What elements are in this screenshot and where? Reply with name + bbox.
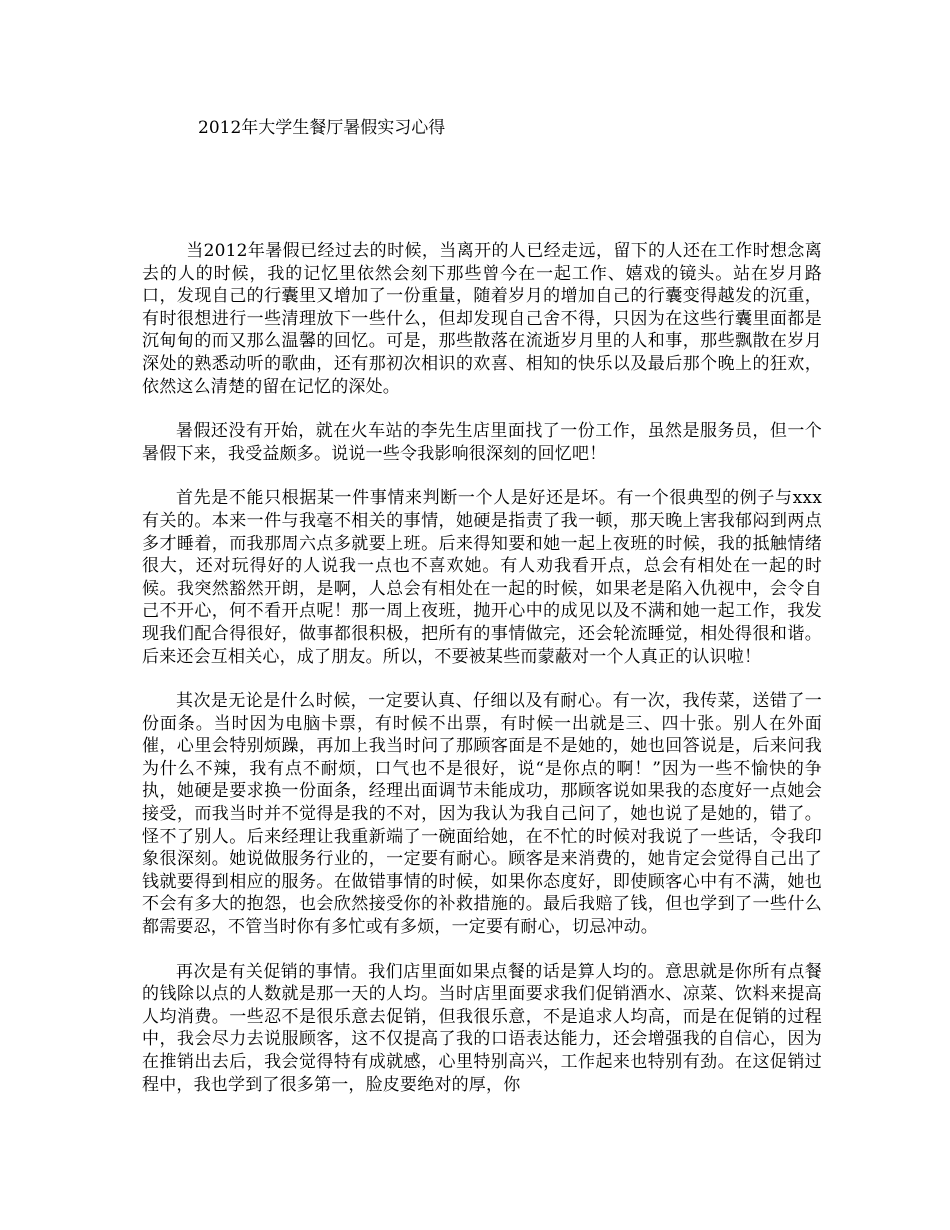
paragraph-4: 其次是无论是什么时候，一定要认真、仔细以及有耐心。有一次，我传菜，送错了一份面条。当时因为电脑卡票，有时候不出票，有时候一出就是三、四十张。别人在外面催，心里会特别烦躁，再加上我当时问了那顾客面是不是她的，她也回答说是，后来问我为什么不辣，我有点不耐烦，口气也不是很好，说“是你点的啊！”因为一些不愉快的争执，她硬是要求换一份面条，经理出面调节未能成功，那顾客说如果我的态度好一点她会接受，而我当时并不觉得是我的不对，因为我认为我自己问了，她也说了是她的，错了。怪不了别人。后来经理让我重新端了一碗面给她，在不忙的时候对我说了一些话，令我印象很深刻。她说做服务行业的，一定要有耐心。顾客是来消费的，她肯定会觉得自己出了钱就要得到相应的服务。在做错事情的时候，如果你态度好，即使顾客心中有不满，她也不会有多大的抱怨，也会欣然接受你的补救措施的。最后我赔了钱，但也学到了一些什么都需要忍，不管当时你有多忙或有多烦，一定要有耐心，切忌冲动。 — [142, 691, 822, 938]
paragraph-5: 再次是有关促销的事情。我们店里面如果点餐的话是算人均的。意思就是你所有点餐的钱除以点的人数就是那一天的人均。当时店里面要求我们促销酒水、凉菜、饮料来提高人均消费。一些忍不是很乐意去促销，但我很乐意，不是追求人均高，而是在促销的过程中，我会尽力去说服顾客，这不仅提高了我的口语表达能力，还会增强我的自信心，因为在推销出去后，我会觉得特有成就感，心里特别高兴，工作起来也特别有劲。在这促销过程中，我也学到了很多第一，脸皮要绝对的厚，你 — [142, 961, 822, 1095]
paragraph-3: 首先是不能只根据某一件事情来判断一个人是好还是坏。有一个很典型的例子与xxx有关的。本来一件与我毫不相关的事情，她硬是指责了我一顿，那天晚上害我郁闷到两点多才睡着，而我那周六点多就要上班。后来得知要和她一起上夜班的时候，我的抵触情绪很大，还对玩得好的人说我一点也不喜欢她。有人劝我看开点，总会有相处在一起的时候。我突然豁然开朗，是啊，人总会有相处在一起的时候，如果老是陷入仇视中，会令自己不开心，何不看开点呢！那一周上夜班，抛开心中的成见以及不满和她一起工作，我发现我们配合得很好，做事都很积极，把所有的事情做完，还会轮流睡觉，相处得很和谐。后来还会互相关心，成了朋友。所以，不要被某些而蒙蔽对一个人真正的认识啦！ — [142, 488, 822, 667]
paragraph-1: 当2012年暑假已经过去的时候，当离开的人已经走远，留下的人还在工作时想念离去的人的时候，我的记忆里依然会刻下那些曾今在一起工作、嬉戏的镜头。站在岁月路口，发现自己的行囊里又增加了一份重量，随着岁月的增加自己的行囊变得越发的沉重，有时很想进行一些清理放下一些什么，但却发现自己舍不得，只因为在这些行囊里面都是沉甸甸的而又那么温馨的回忆。可是，那些散落在流逝岁月里的人和事，那些飘散在岁月深处的熟悉动听的歌曲，还有那初次相识的欢喜、相知的快乐以及最后那个晚上的狂欢，依然这么清楚的留在记忆的深处。 — [142, 241, 822, 397]
paragraph-2: 暑假还没有开始，就在火车站的李先生店里面找了一份工作，虽然是服务员，但一个暑假下来，我受益颇多。说说一些令我影响很深刻的回忆吧！ — [142, 421, 822, 464]
document-title: 2012年大学生餐厅暑假实习心得 — [198, 118, 446, 138]
document-body — [142, 240, 822, 1118]
